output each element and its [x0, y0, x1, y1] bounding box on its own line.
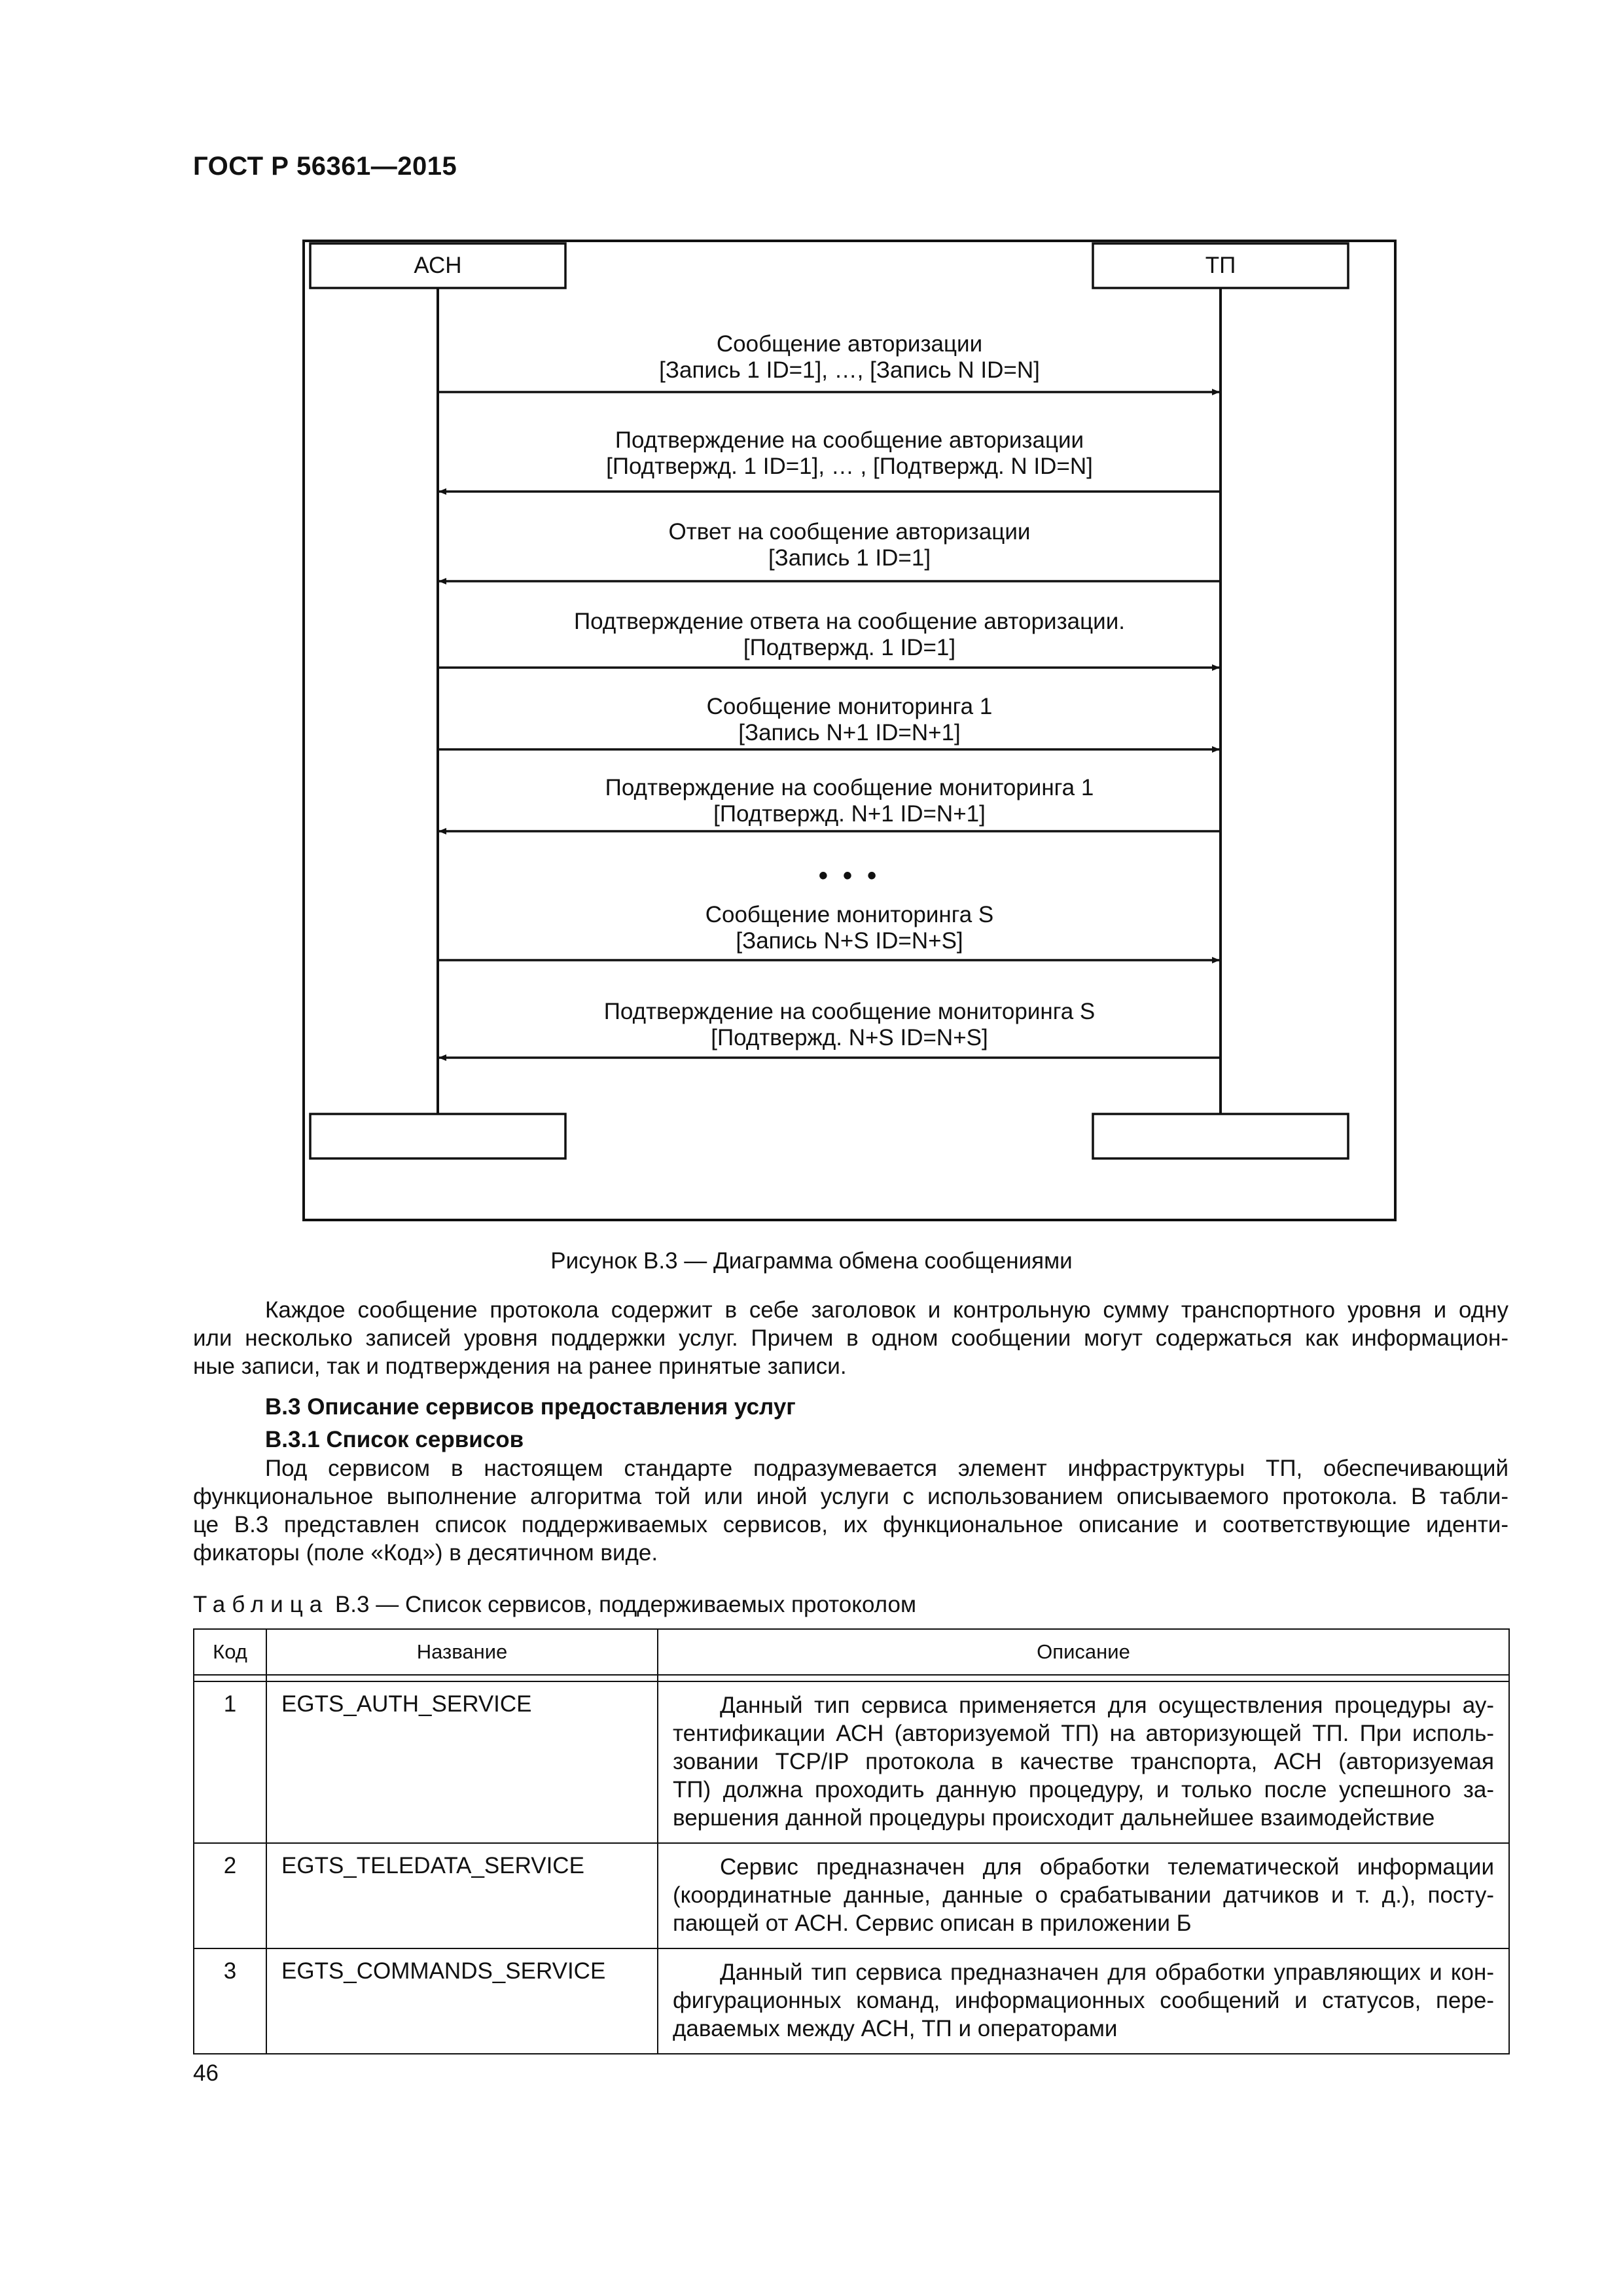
message-label: Подтверждение на сообщение мониторинга S [Подтвержд. N+S ID=N+S]: [603, 999, 1096, 1050]
cell-code: 2: [194, 1843, 266, 1948]
message-label: Сообщение мониторинга S [Запись N+S ID=N+S]: [705, 902, 994, 954]
message-label: Подтверждение на сообщение мониторинга 1 [Подтвержд. N+1 ID=N+1]: [605, 775, 1094, 827]
figure-caption: Рисунок В.3 — Диаграмма обмена сообщениями: [550, 1248, 1073, 1274]
page-number: 46: [193, 2060, 219, 2086]
cell-code: 3: [194, 1948, 266, 2054]
right-party-label: ТП: [1205, 253, 1236, 278]
header-description: Описание: [658, 1629, 1509, 1675]
left-party-label: АСН: [414, 253, 462, 278]
message-label: Подтверждение на сообщение авторизации [Подтвержд. 1 ID=1], … , [Подтвержд. N ID=N]: [606, 427, 1093, 479]
subsection-heading: В.3.1 Список сервисов: [265, 1427, 524, 1452]
right-party-end-box: [1093, 1114, 1348, 1158]
text-line: Каждое сообщение протокола содержит в себе заголовок и контрольную сумму транспортного уровня и одну: [265, 1297, 1508, 1323]
table-row: [194, 1948, 1509, 2054]
cell-name: EGTS_COMMANDS_SERVICE: [266, 1948, 658, 2054]
message-label: Ответ на сообщение авторизации [Запись 1 ID=1]: [668, 519, 1031, 571]
text-line: фикаторы (поле «Код») в десятичном виде.: [193, 1540, 658, 1566]
table-title: Таблица В.3 — Список сервисов, поддерживаемых протоколом: [193, 1592, 917, 1617]
cell-name: EGTS_AUTH_SERVICE: [266, 1681, 658, 1843]
document-header: ГОСТ Р 56361—2015: [193, 152, 457, 181]
section-heading: В.3 Описание сервисов предоставления услуг: [265, 1394, 796, 1420]
text-line: Под сервисом в настоящем стандарте подразумевается элемент инфраструктуры ТП, обеспечивающий: [265, 1456, 1508, 1481]
cell-description: Данный тип сервиса предназначен для обработки управляющих и кон- фигурационных команд, информационных сообщений и статусов, пере- даваемых между АСН, ТП и операторами: [658, 1948, 1509, 2054]
table-row: [194, 1681, 1509, 1843]
message-label: Подтверждение ответа на сообщение авторизации. [Подтвержд. 1 ID=1]: [574, 609, 1125, 660]
cell-description: Сервис предназначен для обработки телематической информации (координатные данные, данные о срабатывании датчиков и т. д.), посту- пающей от АСН. Сервис описан в приложении Б: [658, 1843, 1509, 1948]
sequence-diagram: [302, 240, 1397, 1221]
cell-code: 1: [194, 1681, 266, 1843]
paragraph: [193, 1454, 1508, 1567]
message-label: Сообщение мониторинга 1 [Запись N+1 ID=N+1]: [706, 694, 993, 745]
text-line: или несколько записей уровня поддержки услуг. Причем в одном сообщении могут содержаться как информацион-: [193, 1325, 1508, 1351]
header-code: Код: [194, 1629, 266, 1675]
header-name: Название: [266, 1629, 658, 1675]
text-line: ные записи, так и подтверждения на ранее принятые записи.: [193, 1354, 847, 1379]
text-line: функциональное выполнение алгоритма той или иной услуги с использованием описываемого протокола. В табли-: [193, 1484, 1508, 1509]
left-party-end-box: [310, 1114, 565, 1158]
cell-description: Данный тип сервиса применяется для осуществления процедуры ау- тентификации АСН (авторизуемой ТП) на авторизующей ТП. При исполь- зовании TCP/IP протокола в качестве транспорта, АСН (авторизуемая ТП) должна проходить данную процедуру, и только после успешного за- вершения данной процедуры происходит дальнейшее взаимодействие: [658, 1681, 1509, 1843]
table-header-row: [194, 1629, 1509, 1675]
text-line: це В.3 представлен список поддерживаемых сервисов, их функциональное описание и соответствующие иденти-: [193, 1512, 1508, 1537]
paragraph: [193, 1296, 1508, 1380]
ellipsis: • • •: [818, 861, 881, 890]
cell-name: EGTS_TELEDATA_SERVICE: [266, 1843, 658, 1948]
services-table: [193, 1628, 1510, 2054]
table-row: [194, 1843, 1509, 1948]
message-label: Сообщение авторизации [Запись 1 ID=1], …, [Запись N ID=N]: [659, 331, 1040, 383]
